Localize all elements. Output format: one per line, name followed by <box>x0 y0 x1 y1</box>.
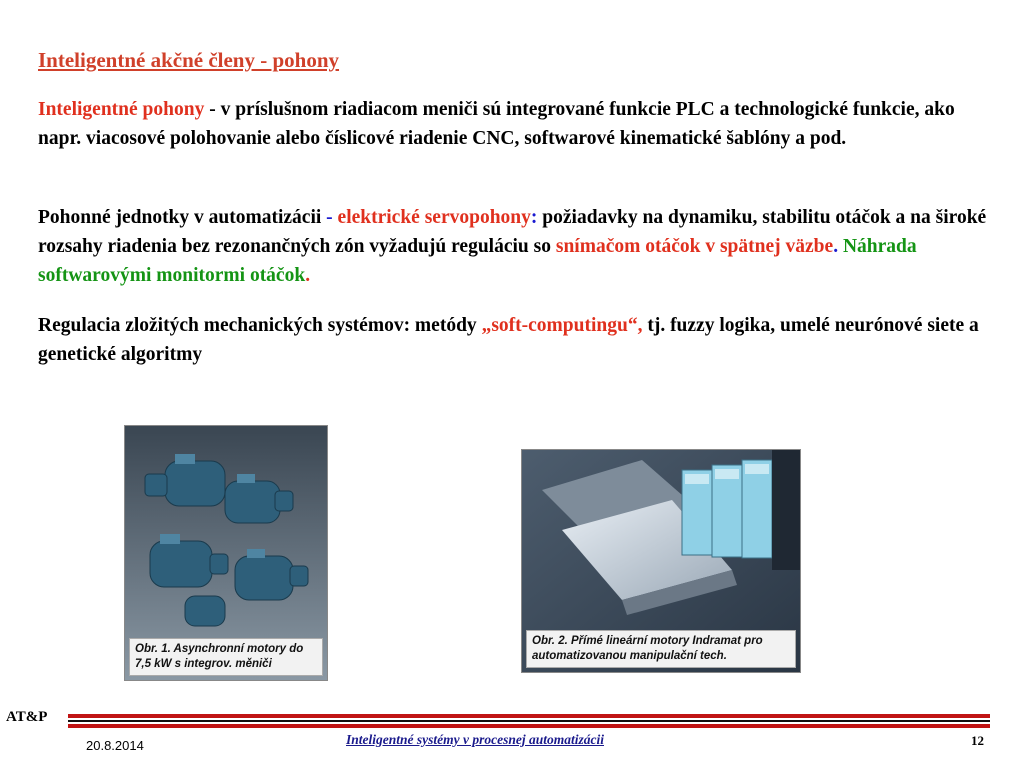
slide-title: Inteligentné akčné členy - pohony <box>38 48 340 72</box>
paragraph-text: tj. fuzzy logika, umelé neurónové siete a genetické algoritmy <box>38 315 979 365</box>
term-soft-computing: „soft-computingu“, <box>481 315 643 336</box>
footer-rule-red-top <box>68 714 990 718</box>
term-software-monitors: Náhrada softwarovými monitormi otáčok <box>38 236 917 286</box>
paragraph-text: - v príslušnom riadiacom meniči sú integrované funkcie PLC a technologické funkcie, ako napr. viacosové polohovanie alebo číslicové riadenie CNC, softwarové kinematické šablóny a pod. <box>38 99 955 149</box>
term-speed-sensor: snímačom otáčok v spätnej väzbe <box>555 236 834 257</box>
photo-linear-motors <box>521 449 801 673</box>
paragraph-text: požiadavky na dynamiku, stabilitu otáčok a na široké rozsahy riadenia bez rezonančných zón vyžadujú reguláciu so <box>38 207 987 257</box>
photo2-caption: Obr. 2. Přímé lineární motory Indramat pro automatizovanou manipulační tech. <box>526 630 796 668</box>
term-servo-drives: elektrické servopohony <box>337 207 531 228</box>
footer-date: 20.8.2014 <box>86 738 144 753</box>
period: . <box>833 236 843 257</box>
paragraph-intelligent-drives <box>38 95 998 153</box>
page-number: 12 <box>971 733 984 748</box>
photo1-caption: Obr. 1. Asynchronní motory do 7,5 kW s integrov. měniči <box>129 638 323 676</box>
footer-rule-black <box>68 720 990 722</box>
paragraph-regulation <box>38 311 998 369</box>
footer-course-title: Inteligentné systémy v procesnej automatizácii <box>346 732 604 747</box>
dash: - <box>326 207 338 228</box>
paragraph-drive-units <box>38 203 998 290</box>
colon: : <box>530 207 543 228</box>
paragraph-text: Regulacia zložitých mechanických systémov: metódy <box>38 315 482 336</box>
paragraph-text: Pohonné jednotky v automatizácii <box>38 207 327 228</box>
footer-rule-red-bottom <box>68 724 990 728</box>
term-intelligent-drives: Inteligentné pohony <box>38 99 205 120</box>
photo-asynchronous-motors <box>124 425 328 681</box>
footer-brand: AT&P <box>6 709 48 725</box>
period: . <box>305 265 311 286</box>
